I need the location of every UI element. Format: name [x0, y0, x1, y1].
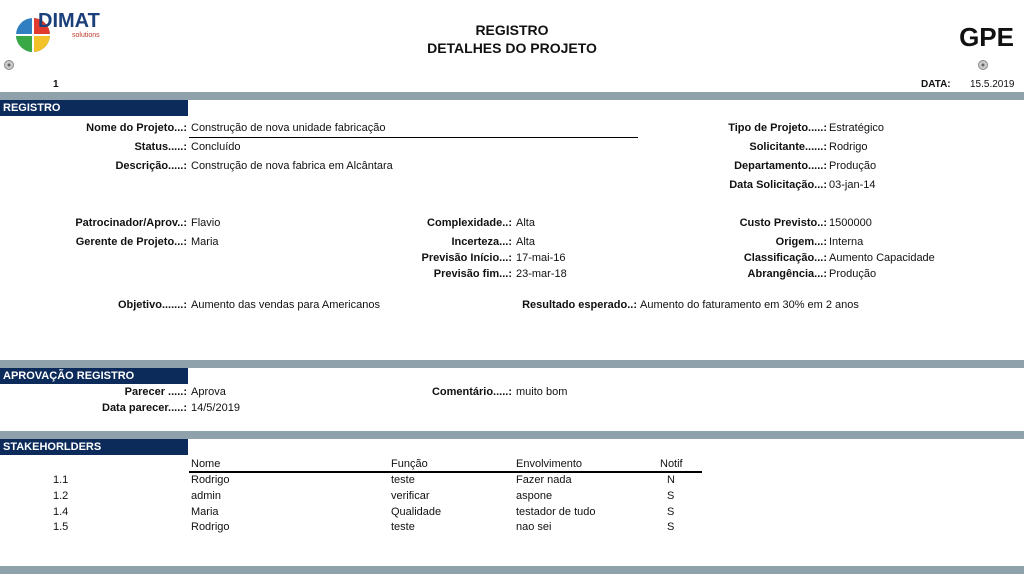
classificacao-label: Classificação...:: [743, 252, 827, 264]
row-envolvimento: aspone: [516, 490, 553, 502]
column-header-envolvimento: Envolvimento: [516, 458, 583, 470]
gerente-value: Maria: [191, 236, 219, 248]
nome-projeto-value: Construção de nova unidade fabricação: [191, 122, 386, 134]
row-notif: S: [667, 521, 675, 533]
section-header-registro: REGISTRO: [0, 100, 188, 116]
nav-circle-icon-right[interactable]: [978, 60, 988, 70]
origem-label: Origem...:: [775, 236, 827, 248]
departamento-label: Departamento.....:: [734, 160, 827, 172]
row-funcao: teste: [391, 521, 415, 533]
row-nome: Rodrigo: [191, 521, 230, 533]
complexidade-value: Alta: [516, 217, 535, 229]
custo-previsto-value: 1500000: [829, 217, 872, 229]
data-solicitacao-value: 03-jan-14: [829, 179, 876, 191]
page-number: 1: [53, 79, 59, 90]
logo-subtext: solutions: [72, 32, 100, 39]
origem-value: Interna: [829, 236, 864, 248]
incerteza-value: Alta: [516, 236, 535, 248]
row-id: 1.2: [53, 490, 69, 502]
previsao-inicio-value: 17-mai-16: [516, 252, 566, 264]
solicitante-value: Rodrigo: [829, 141, 868, 153]
previsao-inicio-label: Previsão Início...:: [421, 252, 512, 264]
column-header-notif: Notif: [660, 458, 683, 470]
section-divider: [0, 92, 1024, 100]
departamento-value: Produção: [829, 160, 877, 172]
row-envolvimento: testador de tudo: [516, 506, 596, 518]
row-nome: Rodrigo: [191, 474, 230, 486]
table-header-underline: [189, 471, 702, 473]
date-value: 15.5.2019: [970, 79, 1015, 90]
descricao-value: Construção de nova fabrica em Alcântara: [191, 160, 393, 172]
row-nome: admin: [191, 490, 221, 502]
incerteza-label: Incerteza...:: [451, 236, 512, 248]
report-subtitle: DETALHES DO PROJETO: [427, 40, 597, 56]
comentario-value: muito bom: [516, 386, 568, 398]
objetivo-label: Objetivo.......:: [117, 299, 187, 311]
complexidade-label: Complexidade..:: [427, 217, 512, 229]
solicitante-label: Solicitante......:: [749, 141, 827, 153]
report-title: REGISTRO: [475, 22, 549, 38]
row-funcao: Qualidade: [391, 506, 442, 518]
resultado-label: Resultado esperado..:: [522, 299, 637, 311]
nome-projeto-label: Nome do Projeto...:: [86, 122, 187, 134]
parecer-label: Parecer .....:: [124, 386, 187, 398]
previsao-fim-value: 23-mar-18: [516, 268, 567, 280]
patrocinador-label: Patrocinador/Aprov..:: [75, 217, 187, 229]
date-label: DATA:: [921, 79, 951, 90]
section-divider: [0, 566, 1024, 574]
tipo-projeto-label: Tipo de Projeto.....:: [728, 122, 827, 134]
classificacao-value: Aumento Capacidade: [829, 252, 935, 264]
row-id: 1.1: [53, 474, 69, 486]
row-nome: Maria: [191, 506, 219, 518]
tipo-projeto-value: Estratégico: [829, 122, 885, 134]
section-header-stakeholders: STAKEHORLDERS: [0, 439, 188, 455]
column-header-nome: Nome: [191, 458, 221, 470]
data-parecer-value: 14/5/2019: [191, 402, 240, 414]
row-funcao: verificar: [391, 490, 430, 502]
title-underline: [189, 137, 638, 138]
gerente-label: Gerente de Projeto...:: [75, 236, 187, 248]
row-envolvimento: Fazer nada: [516, 474, 572, 486]
descricao-label: Descrição.....:: [115, 160, 187, 172]
brand-label: GPE: [959, 22, 1014, 52]
abrangencia-label: Abrangência...:: [747, 268, 827, 280]
section-divider: [0, 360, 1024, 368]
section-divider: [0, 431, 1024, 439]
parecer-value: Aprova: [191, 386, 226, 398]
abrangencia-value: Produção: [829, 268, 877, 280]
data-solicitacao-label: Data Solicitação...:: [729, 179, 827, 191]
row-envolvimento: nao sei: [516, 521, 552, 533]
row-id: 1.5: [53, 521, 69, 533]
objetivo-value: Aumento das vendas para Americanos: [191, 299, 380, 311]
row-notif: N: [667, 474, 675, 486]
section-header-aprovacao: APROVAÇÃO REGISTRO: [0, 368, 188, 384]
nav-circle-icon[interactable]: [4, 60, 14, 70]
previsao-fim-label: Previsão fim...:: [433, 268, 512, 280]
patrocinador-value: Flavio: [191, 217, 221, 229]
row-notif: S: [667, 490, 675, 502]
status-label: Status.....:: [134, 141, 187, 153]
row-id: 1.4: [53, 506, 69, 518]
comentario-label: Comentário.....:: [431, 386, 512, 398]
row-funcao: teste: [391, 474, 415, 486]
status-value: Concluído: [191, 141, 241, 153]
logo-text: DIMAT: [38, 10, 100, 32]
data-parecer-label: Data parecer.....:: [102, 402, 187, 414]
custo-previsto-label: Custo Previsto..:: [739, 217, 827, 229]
row-notif: S: [667, 506, 675, 518]
column-header-funcao: Função: [391, 458, 428, 470]
resultado-value: Aumento do faturamento em 30% em 2 anos: [640, 299, 859, 311]
